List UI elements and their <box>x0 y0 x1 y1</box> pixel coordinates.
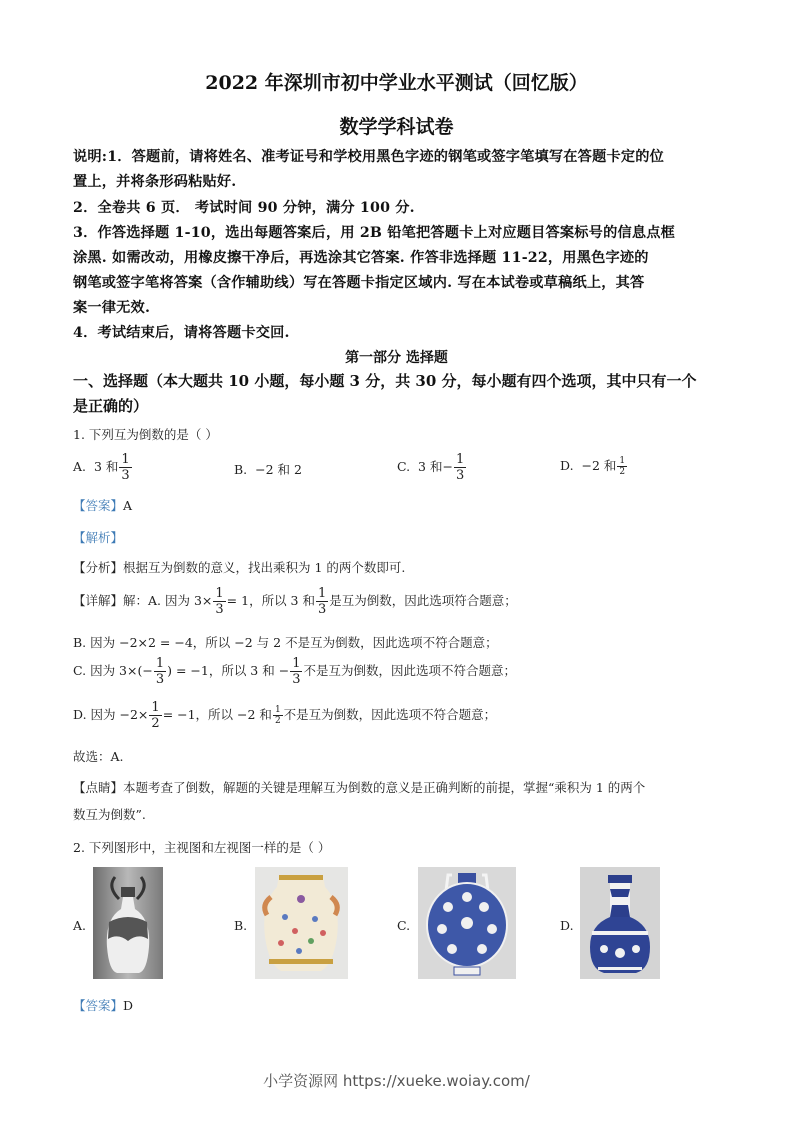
vase-a-image <box>93 867 188 979</box>
q1-conclusion: 故选：A. <box>73 749 124 764</box>
vase-gray-icon <box>93 867 163 979</box>
vase-c-image <box>418 867 513 979</box>
q1-detail-b: B. 因为 −2×2 = −4，所以 −2 与 2 不是互为倒数，因此选项不符合题意； <box>73 635 498 650</box>
q1-detail-d: D. 因为 −2× $\frac{1}{2}$ = −1，所以 −2 和 $\frac{1}{2}$ 不是互为倒数，因此选项不符合题意； <box>73 700 497 731</box>
footer-watermark: 小学资源网 https://xueke.woiay.com/ <box>263 1072 530 1090</box>
vase-famille-rose-icon <box>255 867 348 979</box>
q2-option-a-label: A. <box>73 918 87 933</box>
instruction-line: 4．考试结束后，请将答题卡交回. <box>73 325 290 341</box>
instruction-line: 涂黑. 如需改动，用橡皮擦干净后，再选涂其它答案. 作答非选择题 11-22，用黑色字迹的 <box>73 250 649 266</box>
section-heading: 一、选择题（本大题共 10 小题，每小题 3 分，共 30 分，每小题有四个选项，其中只有一个 <box>73 372 697 390</box>
q1-analysis-tag: 【解析】 <box>73 530 124 545</box>
q2-option-d-label: D. <box>560 918 574 933</box>
q1-answer: 【答案】A <box>73 498 133 513</box>
vase-d-image <box>580 867 675 979</box>
question-1-stem: 1. 下列互为倒数的是（ ） <box>73 427 218 442</box>
q2-option-b-label: B. <box>234 918 248 933</box>
q1-option-a: A. 3 和 $\frac{1}{3}$ <box>73 452 130 483</box>
q1-detail-a: 【详解】解：A. 因为 3× $\frac{1}{3}$ = 1，所以 3 和 $\frac{1}{3}$ 是互为倒数，因此选项符合题意； <box>73 586 517 617</box>
q1-detail-c: C. 因为 3×(− $\frac{1}{3}$ ) = −1，所以 3 和 − $\frac{1}{3}$ 不是互为倒数，因此选项不符合题意； <box>73 656 516 687</box>
instruction-line: 3．作答选择题 1-10，选出每题答案后，用 2B 铅笔把答题卡上对应题目答案标号的信息点框 <box>73 225 676 241</box>
instruction-line: 2．全卷共 6 页． 考试时间 90 分钟，满分 100 分. <box>73 200 415 216</box>
question-2-stem: 2. 下列图形中，主视图和左视图一样的是（ ） <box>73 840 331 855</box>
vase-b-image <box>255 867 350 979</box>
document-subtitle: 数学学科试卷 <box>339 116 454 138</box>
q1-option-b: B. −2 和 2 <box>234 462 302 477</box>
q2-option-c-label: C. <box>397 918 411 933</box>
q1-option-c: C. 3 和− $\frac{1}{3}$ <box>397 452 465 483</box>
q1-dianjing: 【点睛】本题考查了倒数，解题的关键是理解互为倒数的意义是正确判断的前提，掌握“乘积为 1 的两个 <box>73 780 646 795</box>
part-title: 第一部分 选择题 <box>345 350 448 366</box>
instruction-line: 置上，并将条形码粘贴好. <box>73 174 237 190</box>
q2-answer: 【答案】D <box>73 998 134 1013</box>
instruction-line: 说明:1．答题前，请将姓名、准考证号和学校用黑色字迹的钢笔或签字笔填写在答题卡定的位 <box>73 149 665 165</box>
moon-flask-icon <box>418 867 516 979</box>
bottle-vase-icon <box>580 867 660 979</box>
q1-fenxi: 【分析】根据互为倒数的意义，找出乘积为 1 的两个数即可. <box>73 560 406 575</box>
document-title: 2022 年深圳市初中学业水平测试（回忆版） <box>205 72 588 94</box>
instruction-line: 钢笔或签字笔将答案（含作辅助线）写在答题卡指定区域内. 写在本试卷或草稿纸上，其答 <box>73 275 645 291</box>
instruction-line: 案一律无效. <box>73 300 151 316</box>
q1-dianjing-cont: 数互为倒数”. <box>73 807 146 822</box>
q1-option-d: D. −2 和 $\frac{1}{2}$ <box>560 456 626 477</box>
section-heading: 是正确的） <box>73 397 149 415</box>
